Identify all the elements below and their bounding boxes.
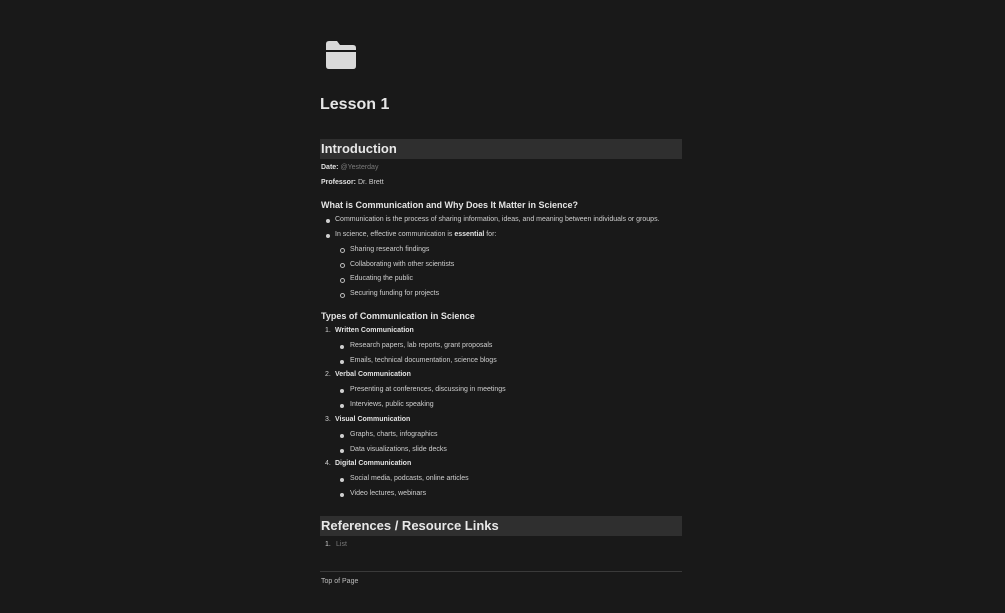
date-mention[interactable]: @Yesterday xyxy=(340,164,379,171)
sub-list-item[interactable]: Research papers, lab reports, grant proposals xyxy=(350,342,493,349)
bullet-icon xyxy=(326,234,330,238)
bullet-icon xyxy=(326,219,330,223)
numbered-item-verbal[interactable] xyxy=(335,371,411,378)
bullet-icon xyxy=(340,434,344,438)
bullet-icon xyxy=(340,478,344,482)
numbered-item-title: Digital Communication xyxy=(335,460,412,467)
heading-introduction[interactable]: Introduction xyxy=(320,139,682,159)
heading-references[interactable]: References / Resource Links xyxy=(320,516,682,536)
bullet-icon xyxy=(340,345,344,349)
top-of-page-link[interactable]: Top of Page xyxy=(321,578,359,585)
sub-list-item[interactable]: Data visualizations, slide decks xyxy=(350,446,447,453)
list-item-text: In science, effective communication is xyxy=(335,231,455,238)
hollow-bullet-icon xyxy=(340,248,345,253)
list-number: 4. xyxy=(325,460,331,467)
list-number: 1. xyxy=(325,541,331,548)
date-label: Date: xyxy=(321,164,339,171)
list-number: 3. xyxy=(325,416,331,423)
list-item[interactable] xyxy=(335,231,496,238)
hollow-bullet-icon xyxy=(340,293,345,298)
sub-list-item[interactable]: Emails, technical documentation, science blogs xyxy=(350,357,497,364)
heading-what-is-communication[interactable]: What is Communication and Why Does It Matter in Science? xyxy=(321,200,579,210)
numbered-item-title: Written Communication xyxy=(335,327,414,334)
sub-list-item[interactable]: Graphs, charts, infographics xyxy=(350,431,438,438)
list-item[interactable]: Communication is the process of sharing information, ideas, and meaning between individuals or groups. xyxy=(335,216,660,223)
bullet-icon xyxy=(340,493,344,497)
sub-list-item[interactable]: Social media, podcasts, online articles xyxy=(350,475,469,482)
bullet-icon xyxy=(340,360,344,364)
numbered-item-written[interactable] xyxy=(335,327,414,334)
sub-list-item[interactable]: Collaborating with other scientists xyxy=(350,261,455,268)
numbered-item-digital[interactable] xyxy=(335,460,411,467)
list-item-text: for: xyxy=(484,231,497,238)
bullet-icon xyxy=(340,449,344,453)
numbered-item-title: Visual Communication xyxy=(335,416,411,423)
divider xyxy=(320,571,682,572)
professor-label: Professor: xyxy=(321,179,357,186)
sub-list-item[interactable]: Interviews, public speaking xyxy=(350,401,434,408)
sub-list-item[interactable]: Securing funding for projects xyxy=(350,290,440,297)
list-number: 1. xyxy=(325,327,331,334)
hollow-bullet-icon xyxy=(340,278,345,283)
sub-list-item[interactable]: Educating the public xyxy=(350,275,414,282)
sub-list-item[interactable]: Presenting at conferences, discussing in meetings xyxy=(350,386,506,393)
sub-list-item[interactable]: Video lectures, webinars xyxy=(350,490,427,497)
professor-property[interactable] xyxy=(321,179,384,186)
bullet-icon xyxy=(340,389,344,393)
sub-list-item[interactable]: Sharing research findings xyxy=(350,246,430,253)
heading-types-of-communication[interactable]: Types of Communication in Science xyxy=(321,311,475,321)
folder-icon[interactable] xyxy=(325,40,357,70)
date-property[interactable] xyxy=(321,164,378,171)
numbered-item-visual[interactable] xyxy=(335,416,410,423)
bullet-icon xyxy=(340,404,344,408)
hollow-bullet-icon xyxy=(340,263,345,268)
numbered-item-title: Verbal Communication xyxy=(335,371,411,378)
list-number: 2. xyxy=(325,371,331,378)
page-title[interactable]: Lesson 1 xyxy=(320,96,390,113)
professor-value: Dr. Brett xyxy=(357,179,384,186)
list-item-bold: essential xyxy=(454,231,485,238)
list-placeholder[interactable]: List xyxy=(336,541,347,548)
